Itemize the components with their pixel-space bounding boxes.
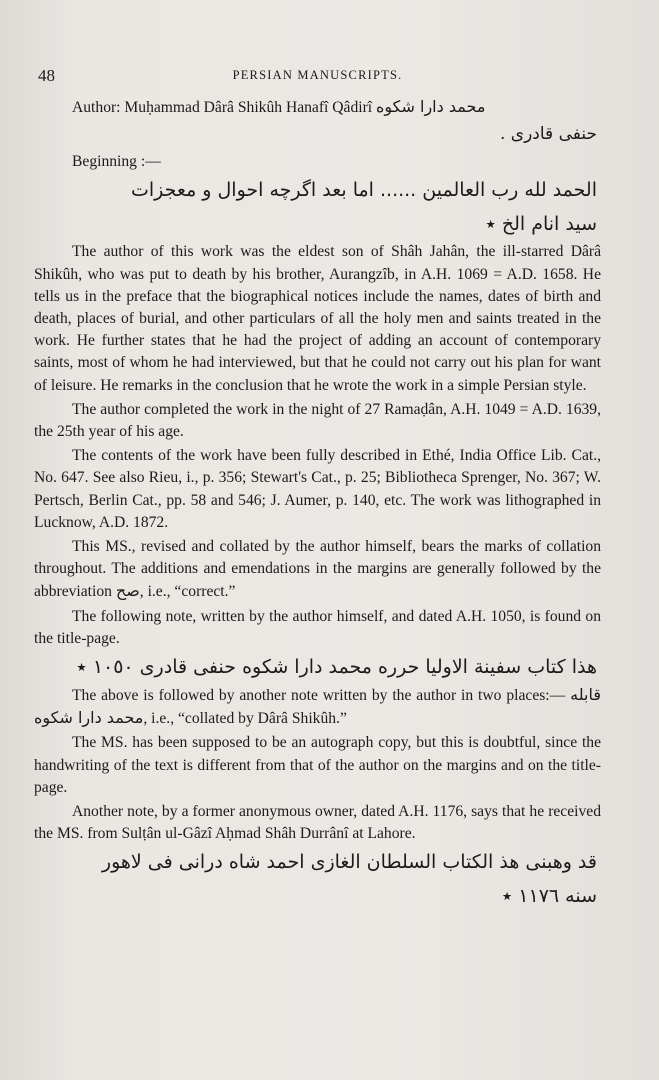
- body-text: [34, 96, 601, 913]
- running-title: PERSIAN MANUSCRIPTS.: [232, 68, 403, 82]
- beginning-arabic: [34, 173, 601, 241]
- paragraph-4-after: , i.e., “correct.”: [139, 583, 236, 601]
- paragraph-2: The author completed the work in the night of 27 Ramaḍân, A.H. 1049 = A.D. 1639, the 25th year of his age.: [34, 400, 601, 441]
- beginning-arabic-line-2: سید انام الخ ٭: [485, 213, 597, 236]
- beginning-label: Beginning :—: [72, 153, 161, 171]
- paragraph-7: The MS. has been supposed to be an autograph copy, but this is doubtful, since the handwriting of the text is different from that of the author on the margins and on the title-page.: [34, 734, 601, 796]
- running-head: [34, 62, 601, 90]
- note-2-arabic: [34, 845, 601, 913]
- note-2-arabic-line-2: سنه ١١٧٦ ٭: [501, 885, 597, 908]
- author-arabic-continued: [34, 119, 601, 149]
- author-arabic-cont: حنفی قادری .: [499, 124, 597, 145]
- paragraph-5: The following note, written by the author himself, and dated A.H. 1050, is found on the title-page.: [34, 607, 601, 647]
- note-1-arabic: [34, 650, 601, 684]
- author-label: Author: Muḥammad Dârâ Shikûh Hanafî Qâdirî: [72, 99, 373, 116]
- note-1-arabic-line: هذا کتاب سفینة الاولیا حرره محمد دارا شکوه حنفی قادری ١٠٥٠ ٭: [76, 656, 597, 679]
- paragraph-8: Another note, by a former anonymous owner, dated A.H. 1176, says that he received the MS. from Sulṭân ul-Gâzî Aḥmad Shâh Durrânî at Lahore.: [34, 803, 601, 843]
- paragraph-1: The author of this work was the eldest son of Shâh Jahân, the ill-starred Dârâ Shikûh, who was put to death by his brother, Aurangzîb, in A.H. 1069 = A.D. 1658. He tells us in the preface that the biographical notices include the names, dates of birth and death, places of burial, and other particulars of all the holy men and saints treated in the work. He further states that he had the project of adding an account of contemporary saints, most of whom he had interviewed, but that he could not carry out his plan for want of leisure. He remarks in the conclusion that he wrote the work in a simple Persian style.: [34, 243, 601, 394]
- paragraph-6: [34, 684, 601, 730]
- author-arabic: محمد دارا شکوه: [376, 97, 486, 116]
- paragraph-6-text: The above is followed by another note written by the author in two places:—: [72, 687, 566, 705]
- abbreviation-arabic: صح: [115, 581, 140, 601]
- author-line: [34, 96, 601, 119]
- note-2-arabic-line-1: قد وهبنی هذ الکتاب السلطان الغازی احمد شاه درانی فی لاهور: [101, 851, 597, 874]
- paragraph-4: [34, 536, 601, 604]
- collation-arabic: قابله محمد دارا شکوه: [34, 685, 601, 728]
- page-number: 48: [38, 66, 55, 85]
- paragraph-6-after: , i.e., “collated by Dârâ Shikûh.”: [143, 710, 347, 728]
- paragraph-4-text: This MS., revised and collated by the author himself, bears the marks of collation throughout. The additions and emendations in the margins are generally followed by the abbreviation: [34, 538, 601, 601]
- beginning-arabic-line-1: الحمد لله رب العالمين ...... اما بعد اگرچه احوال و معجزات: [130, 179, 597, 202]
- paragraph-3: The contents of the work have been fully described in Ethé, India Office Lib. Cat., No. 647. See also Rieu, i., p. 356; Stewart's Cat., p. 25; Bibliotheca Sprenger, No. 367; W. Pertsch, Berlin Cat., pp. 58 and 546; J. Aumer, p. 140, etc. The work was lithographed in Lucknow, A.D. 1872.: [34, 447, 601, 531]
